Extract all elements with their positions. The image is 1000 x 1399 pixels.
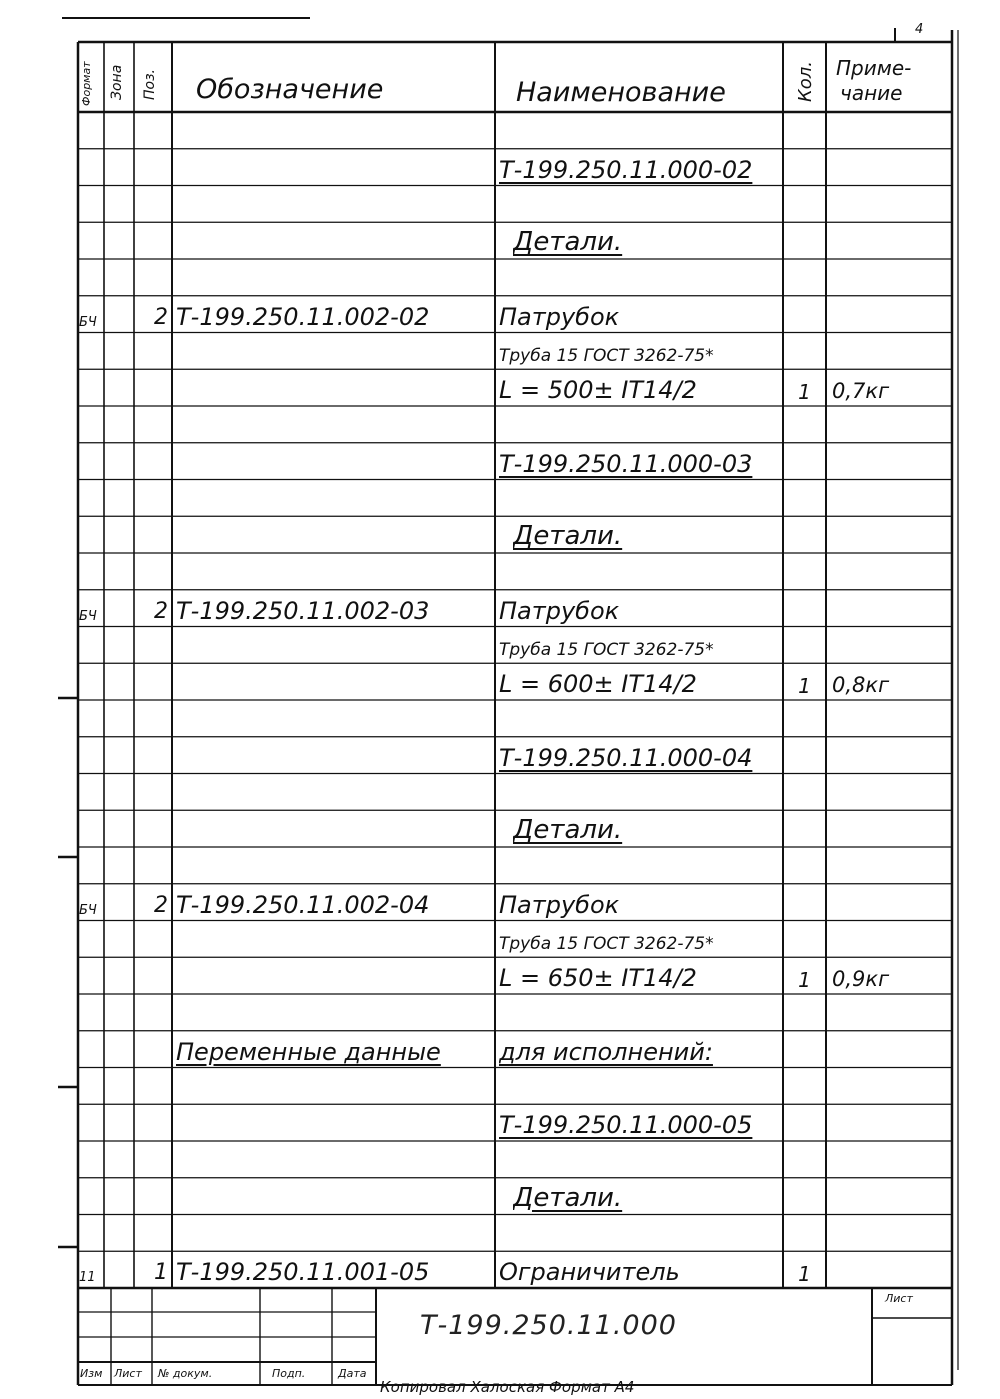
cell-desig: Т-199.250.11.002-04 [176,890,430,919]
header-note-1: Приме- [836,56,912,80]
col-date: Дата [338,1367,367,1380]
cell-qty: 1 [798,380,811,404]
header-qty: Кол. [795,60,816,102]
cell-name: Детали. [513,1182,623,1213]
cell-qty: 1 [798,674,811,698]
doc-designation: Т-199.250.11.000 [420,1310,677,1341]
col-izm: Изм [80,1367,103,1380]
cell-fmt: БЧ [79,314,97,330]
cell-qty: 1 [798,1262,811,1286]
cell-pos: 1 [154,1260,168,1285]
cell-name: Т-199.250.11.000-04 [499,743,753,772]
sheet-number: 4 [915,22,924,37]
footer-copied-by: Копировал Халоская Формат А4 [380,1378,635,1396]
cell-name: Т-199.250.11.000-03 [499,449,753,478]
cell-name: Детали. [513,521,623,551]
cell-name: Патрубок [499,302,620,331]
header-designation: Обозначение [196,74,384,105]
cell-pos: 2 [154,892,168,918]
col-doc-no: № докум. [158,1367,213,1380]
col-list: Лист [114,1367,142,1380]
cell-desig: Т-199.250.11.002-02 [176,302,430,331]
cell-pos: 2 [154,304,168,330]
header-name: Наименование [516,77,726,108]
cell-name: Т-199.250.11.000-05 [499,1111,753,1139]
cell-fmt: БЧ [79,902,97,918]
col-sign: Подп. [272,1367,306,1380]
cell-fmt: БЧ [79,608,97,624]
cell-qty: 1 [798,968,811,992]
header-pos: Поз. [142,69,158,100]
cell-note: 0,7кг [832,379,890,403]
header-zone: Зона [109,64,125,100]
cell-fmt: 11 [79,1270,96,1285]
sheet-label: Лист [885,1292,913,1305]
cell-note: 0,8кг [832,673,890,697]
cell-note: 0,9кг [832,967,890,991]
cell-desig: Т-199.250.11.001-05 [176,1258,430,1286]
cell-name: Труба 15 ГОСТ 3262-75* [499,934,714,955]
cell-name: L = 600± IT14/2 [499,670,697,698]
cell-name: L = 650± IT14/2 [499,964,697,992]
header-format: Формат [80,61,93,106]
cell-name: Детали. [513,815,623,845]
header-note-2: чание [840,81,903,105]
cell-name: L = 500± IT14/2 [499,376,697,404]
cell-name: Труба 15 ГОСТ 3262-75* [499,640,714,661]
cell-name: Труба 15 ГОСТ 3262-75* [499,346,714,367]
cell-name: для исполнений: [499,1037,713,1066]
cell-name: Патрубок [499,596,620,625]
cell-name: Патрубок [499,890,620,919]
cell-desig: Переменные данные [176,1037,441,1066]
cell-pos: 2 [154,598,168,624]
cell-desig: Т-199.250.11.002-03 [176,596,430,625]
cell-name: Т-199.250.11.000-02 [499,155,753,184]
cell-name: Детали. [513,227,623,257]
cell-name: Ограничитель [499,1258,680,1286]
